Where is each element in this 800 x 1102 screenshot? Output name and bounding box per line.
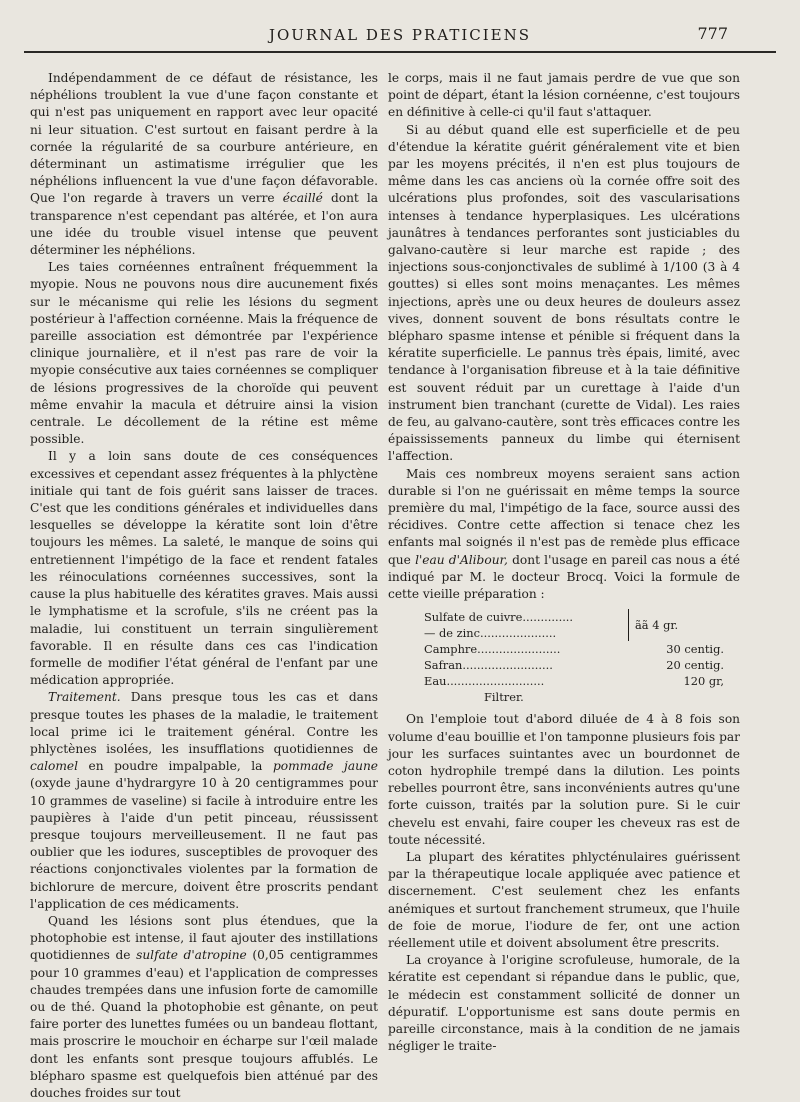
paragraph: La plupart des kératites phlycténulaires guérissent par la thérapeutique locale appliquée avec patience et discernement. C'est seulement chez les enfants anémiques et surtout franchement strumeux, que l'huile de foie de morue, l'iodure de fer, ont une action réellement utile et doivent absolument être prescrits. [388,849,740,950]
paragraph: Les taies cornéennes entraînent fréquemment la myopie. Nous ne pouvons nous dire aucunement fixés sur le mécanisme qui relie les lésions du segment postérieur à l'affection cornéenne. Mais la fréquence de pareille association est démontrée par l'expérience clinique journalière, et il n'est pas rare de voir la myopie consécutive aux taies cornéennes se compliquer de lésions progressives de la choroïde qui peuvent même envahir la macula et détruire ainsi la vision centrale. Le décollement de la rétine est même possible. [30,260,378,447]
italic-term: calomel [30,759,78,774]
text-span: dont l'usage en pareil cas nous a été indiqué par M. le docteur Brocq. Voici la formule de cette vieille préparation : [388,552,741,602]
section-heading: Traitement. [48,690,121,705]
formula-brace-group [424,609,740,641]
formula-ingredient: Sulfate de cuivre.............. [424,610,574,625]
paragraph: La croyance à l'origine scrofuleuse, humorale, de la kératite est cependant si répandue dans le public, que, le médecin est constamment sollicité de donner un dépuratif. L'opportunisme est sans doute permis en pareille circonstance, mais à la condition de ne jamais négliger le traite- [388,953,740,1054]
paragraph: On l'emploie tout d'abord diluée de 4 à 8 fois son volume d'eau bouillie et l'on tamponne plusieurs fois par jour les surfaces suintantes avec un bourdonnet de coton hydrophile trempé dans la dilution. Les points rebelles pourront être, sans inconvénients autres qu'une forte cuisson, traités par la solution pure. Si le cuir chevelu est envahi, faire couper les cheveux ras est de toute nécessité. [388,712,740,847]
text-span: Dans presque tous les cas et dans presque toutes les phases de la maladie, le traitement local prime ici le traitement général. Contre les phlyctènes isolées, les insufflations quotidiennes de [30,690,378,756]
page-header [0,20,800,50]
text-span: Indépendamment de ce défaut de résistance, les néphélions troublent la vue d'une façon constante et qui n'est pas uniquement en rapport avec leur opacité ni leur situation. C'est surtout en faisant perdre à la cornée la régularité de sa courbure antérieure, en déterminant un astimatisme irrégulier que les néphélions influencent la vue d'une façon défavorable. Que l'on regarde à travers un verre [30,71,378,206]
paragraph: Si au début quand elle est superficielle et de peu d'étendue la kératite guérit généralement vite et bien par les moyens précités, il n'en est plus toujours de même dans les cas anciens où la cornée offre soit des ulcérations plus profondes, soit des vascularisations intenses à tendance hyperplasiques. Les ulcérations jaunâtres à tendances perforantes sont justiciables du galvano-cautère si leur marche est rapide ; des injections sous-conjonctivales de sublimé à 1/100 (3 à 4 gouttes) si elles sont moins menaçantes. Les mêmes injections, après une ou deux heures de douleurs assez vives, donnent souvent de bons résultats contre le blépharo spasme intense et pénible si fréquent dans la kératite superficielle. Le pannus très épais, limité, avec tendance à l'organisation fibreuse et à la taie définitive est souvent réduit par un curettage à l'aide d'un instrument bien tranchant (curette de Vidal). Les raies de feu, au galvano-cautère, sont très efficaces contre les épaississements panneux du limbe qui éternisent l'affection. [388,122,740,464]
formula-instruction: Filtrer. [484,690,524,705]
right-column [388,70,740,1055]
formula-quantity: 120 gr, [683,674,724,689]
paragraph [30,70,378,259]
journal-title: JOURNAL DES PRATICIENS [268,26,532,44]
paragraph [30,913,378,1102]
formula-block [424,609,740,705]
paragraph: Il y a loin sans doute de ces conséquences excessives et cependant assez fréquentes à la phlyctène initiale qui tant de fois guérit sans laisser de traces. C'est que les conditions générales et individuelles dans lesquelles se développe la kératite sont loin d'être toujours les mêmes. La saleté, le manque de soins qui entretiennent l'impétigo de la face et rendent fatales les réinoculations cornéennes successives, sont la cause la plus habituelle des kératites graves. Mais aussi le lymphatisme et la scrofule, s'ils ne créent pas la maladie, lui constituent un terrain singulièrement favorable. Il en résulte dans ces cas l'indication formelle de modifier l'état général de l'enfant par une médication appropriée. [30,449,378,688]
formula-row [424,673,740,689]
formula-row [424,641,740,657]
page-number: 777 [697,24,728,43]
formula-ingredient: — de zinc..................... [424,626,557,641]
text-span: en poudre impalpable, la [88,759,263,774]
text-span: (0,05 centigrammes pour 10 grammes d'eau) et l'application de compresses chaudes trempées dans une infusion forte de camomille ou de thé. Quand la photophobie est gênante, on peut faire porter des lunettes fumées ou un bandeau flottant, mais proscrire le mouchoir en écharpe sur l'œil malade dont les enfants sont presque toujours affublés. Le blépharo spasme est quelquefois bien atténué par des douches froides sur tout [30,948,379,1100]
italic-term: sulfate d'atropine [136,948,247,963]
text-span: (oxyde jaune d'hydrargyre 10 à 20 centigrammes pour 10 grammes de vaseline) si facile à introduire entre les paupières à l'aide d'un petit pinceau, réussissent presque toujours merveilleusement. Il ne faut pas oublier que les iodures, susceptibles de provoquer des réactions conjonctivales violentes par la formation de bichlorure de mercure, doivent être proscrits pendant l'application de ces médicaments. [30,776,378,911]
header-rule [24,51,776,53]
paragraph [30,689,378,913]
left-column [30,70,378,1102]
formula-row [424,657,740,673]
formula-ingredient: Camphre....................... [424,642,561,657]
formula-ingredient: Eau........................... [424,674,545,689]
paragraph: le corps, mais il ne faut jamais perdre de vue que son point de départ, étant la lésion cornéenne, c'est toujours en définitive à celle-ci qu'il faut s'attaquer. [388,71,740,120]
text-span: Quand les lésions sont plus étendues, que la photophobie est intense, il faut ajouter des instillations quotidiennes de [30,913,378,963]
paragraph [388,466,740,604]
formula-quantity: ãã 4 gr. [635,618,679,633]
formula-brace-lines [424,609,629,641]
text-span: dont la transparence n'est cependant pas altérée, et l'on aura une idée du trouble visuel intense que peuvent déterminer les néphélions. [30,191,379,258]
italic-term: l'eau d'Alibour, [415,552,508,567]
formula-quantity: 30 centig. [666,642,724,657]
italic-term: écaillé [282,191,323,206]
formula-ingredient: Safran......................... [424,658,553,673]
formula-quantity: 20 centig. [666,658,724,673]
text-span: Mais ces nombreux moyens seraient sans action durable si l'on ne guérissait en même temps la source première du mal, l'impétigo de la face, source aussi des récidives. Contre cette affection si tenace chez les enfants mal soignés il n'est pas de remède plus efficace que [388,466,740,567]
italic-term: pommade jaune [272,759,379,774]
